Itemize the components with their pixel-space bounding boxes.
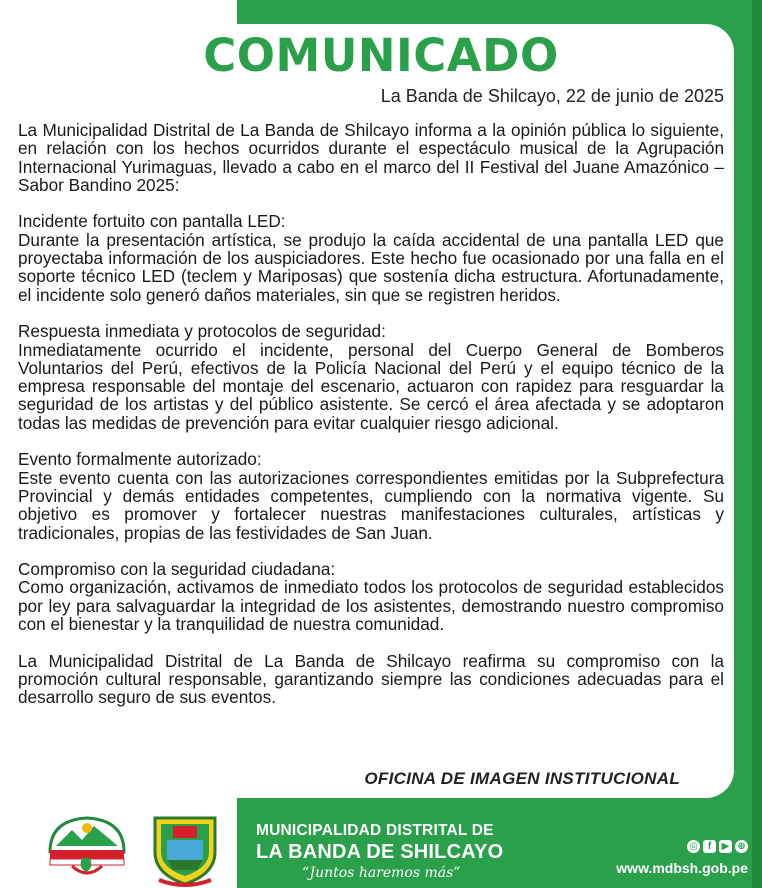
district-shield-icon — [145, 808, 225, 888]
youtube-icon[interactable]: ▶ — [719, 840, 732, 853]
footer-motto: “Juntos haremos más” — [302, 865, 461, 881]
website-link[interactable]: www.mdbsh.gob.pe — [616, 860, 748, 876]
authorized-paragraph: Este evento cuenta con las autorizaciones correspondientes emitidas por la Subprefectura Provincial y demás entidades competentes, cumpliendo con la normativa vigente. Su objetivo es promover y fortalecer nuestras manifestaciones culturales, artísticas y tradicionales, propias de las festividades de San Juan. — [18, 467, 724, 543]
instagram-icon[interactable]: ◎ — [687, 840, 700, 853]
response-paragraph: Inmediatamente ocurrido el incidente, personal del Cuerpo General de Bomberos Voluntarios del Perú, efectivos de la Policía Nacional del Perú y el equipo técnico de la empresa responsable del montaje del escenario, actuaron con rapidez para resguardar la seguridad de los artistas y del público asistente. Se cercó el área afectada y se adoptaron todas las medidas de prevención para evitar cualquier riesgo adicional. — [18, 339, 724, 433]
municipal-logo-icon — [42, 812, 132, 878]
footer-line1: MUNICIPALIDAD DISTRITAL DE — [256, 822, 494, 839]
web-icon[interactable]: ⊕ — [735, 840, 748, 853]
right-edge-strip — [752, 0, 762, 888]
footer-line2: LA BANDA DE SHILCAYO — [256, 841, 504, 863]
page-title: COMUNICADO — [203, 29, 559, 82]
date-line: La Banda de Shilcayo, 22 de junio de 2025 — [380, 86, 724, 106]
section-heading-incident: Incidente fortuito con pantalla LED: — [18, 211, 286, 232]
incident-paragraph: Durante la presentación artística, se produjo la caída accidental de una pantalla LED que proyectaba información de los auspiciadores. Este hecho fue ocasionado por una falla en el soporte técnico LED (teclem y Mariposas) que sostenía dicha estructura. Afortunadamente, el incidente solo generó daños materiales, sin que se registren heridos. — [18, 229, 724, 305]
closing-paragraph: La Municipalidad Distrital de La Banda de Shilcayo reafirma su compromiso con la promoción cultural responsable, garantizando siempre las condiciones adecuadas para el desarrollo seguro de sus eventos. — [18, 650, 724, 708]
section-heading-authorized: Evento formalmente autorizado: — [18, 449, 262, 470]
signature-office: OFICINA DE IMAGEN INSTITUCIONAL — [364, 769, 680, 788]
social-icons — [687, 840, 748, 853]
footer-municipality — [256, 822, 503, 882]
facebook-icon[interactable]: f — [703, 840, 716, 853]
section-heading-response: Respuesta inmediata y protocolos de seguridad: — [18, 321, 386, 342]
commitment-paragraph: Como organización, activamos de inmediato todos los protocolos de seguridad establecidos por ley para salvaguardar la integridad de los asistentes, demostrando nuestro compromiso con el bienestar y la tranquilidad de nuestra comunidad. — [18, 577, 724, 635]
section-heading-commitment: Compromiso con la seguridad ciudadana: — [18, 559, 336, 580]
communique-body — [18, 121, 724, 725]
intro-paragraph: La Municipalidad Distrital de La Banda de Shilcayo informa a la opinión pública lo siguiente, en relación con los hechos ocurridos durante el espectáculo musical de la Agrupación Internacional Yurimaguas, llevado a cabo en el marco del II Festival del Juane Amazónico – Sabor Bandino 2025: — [18, 120, 724, 195]
